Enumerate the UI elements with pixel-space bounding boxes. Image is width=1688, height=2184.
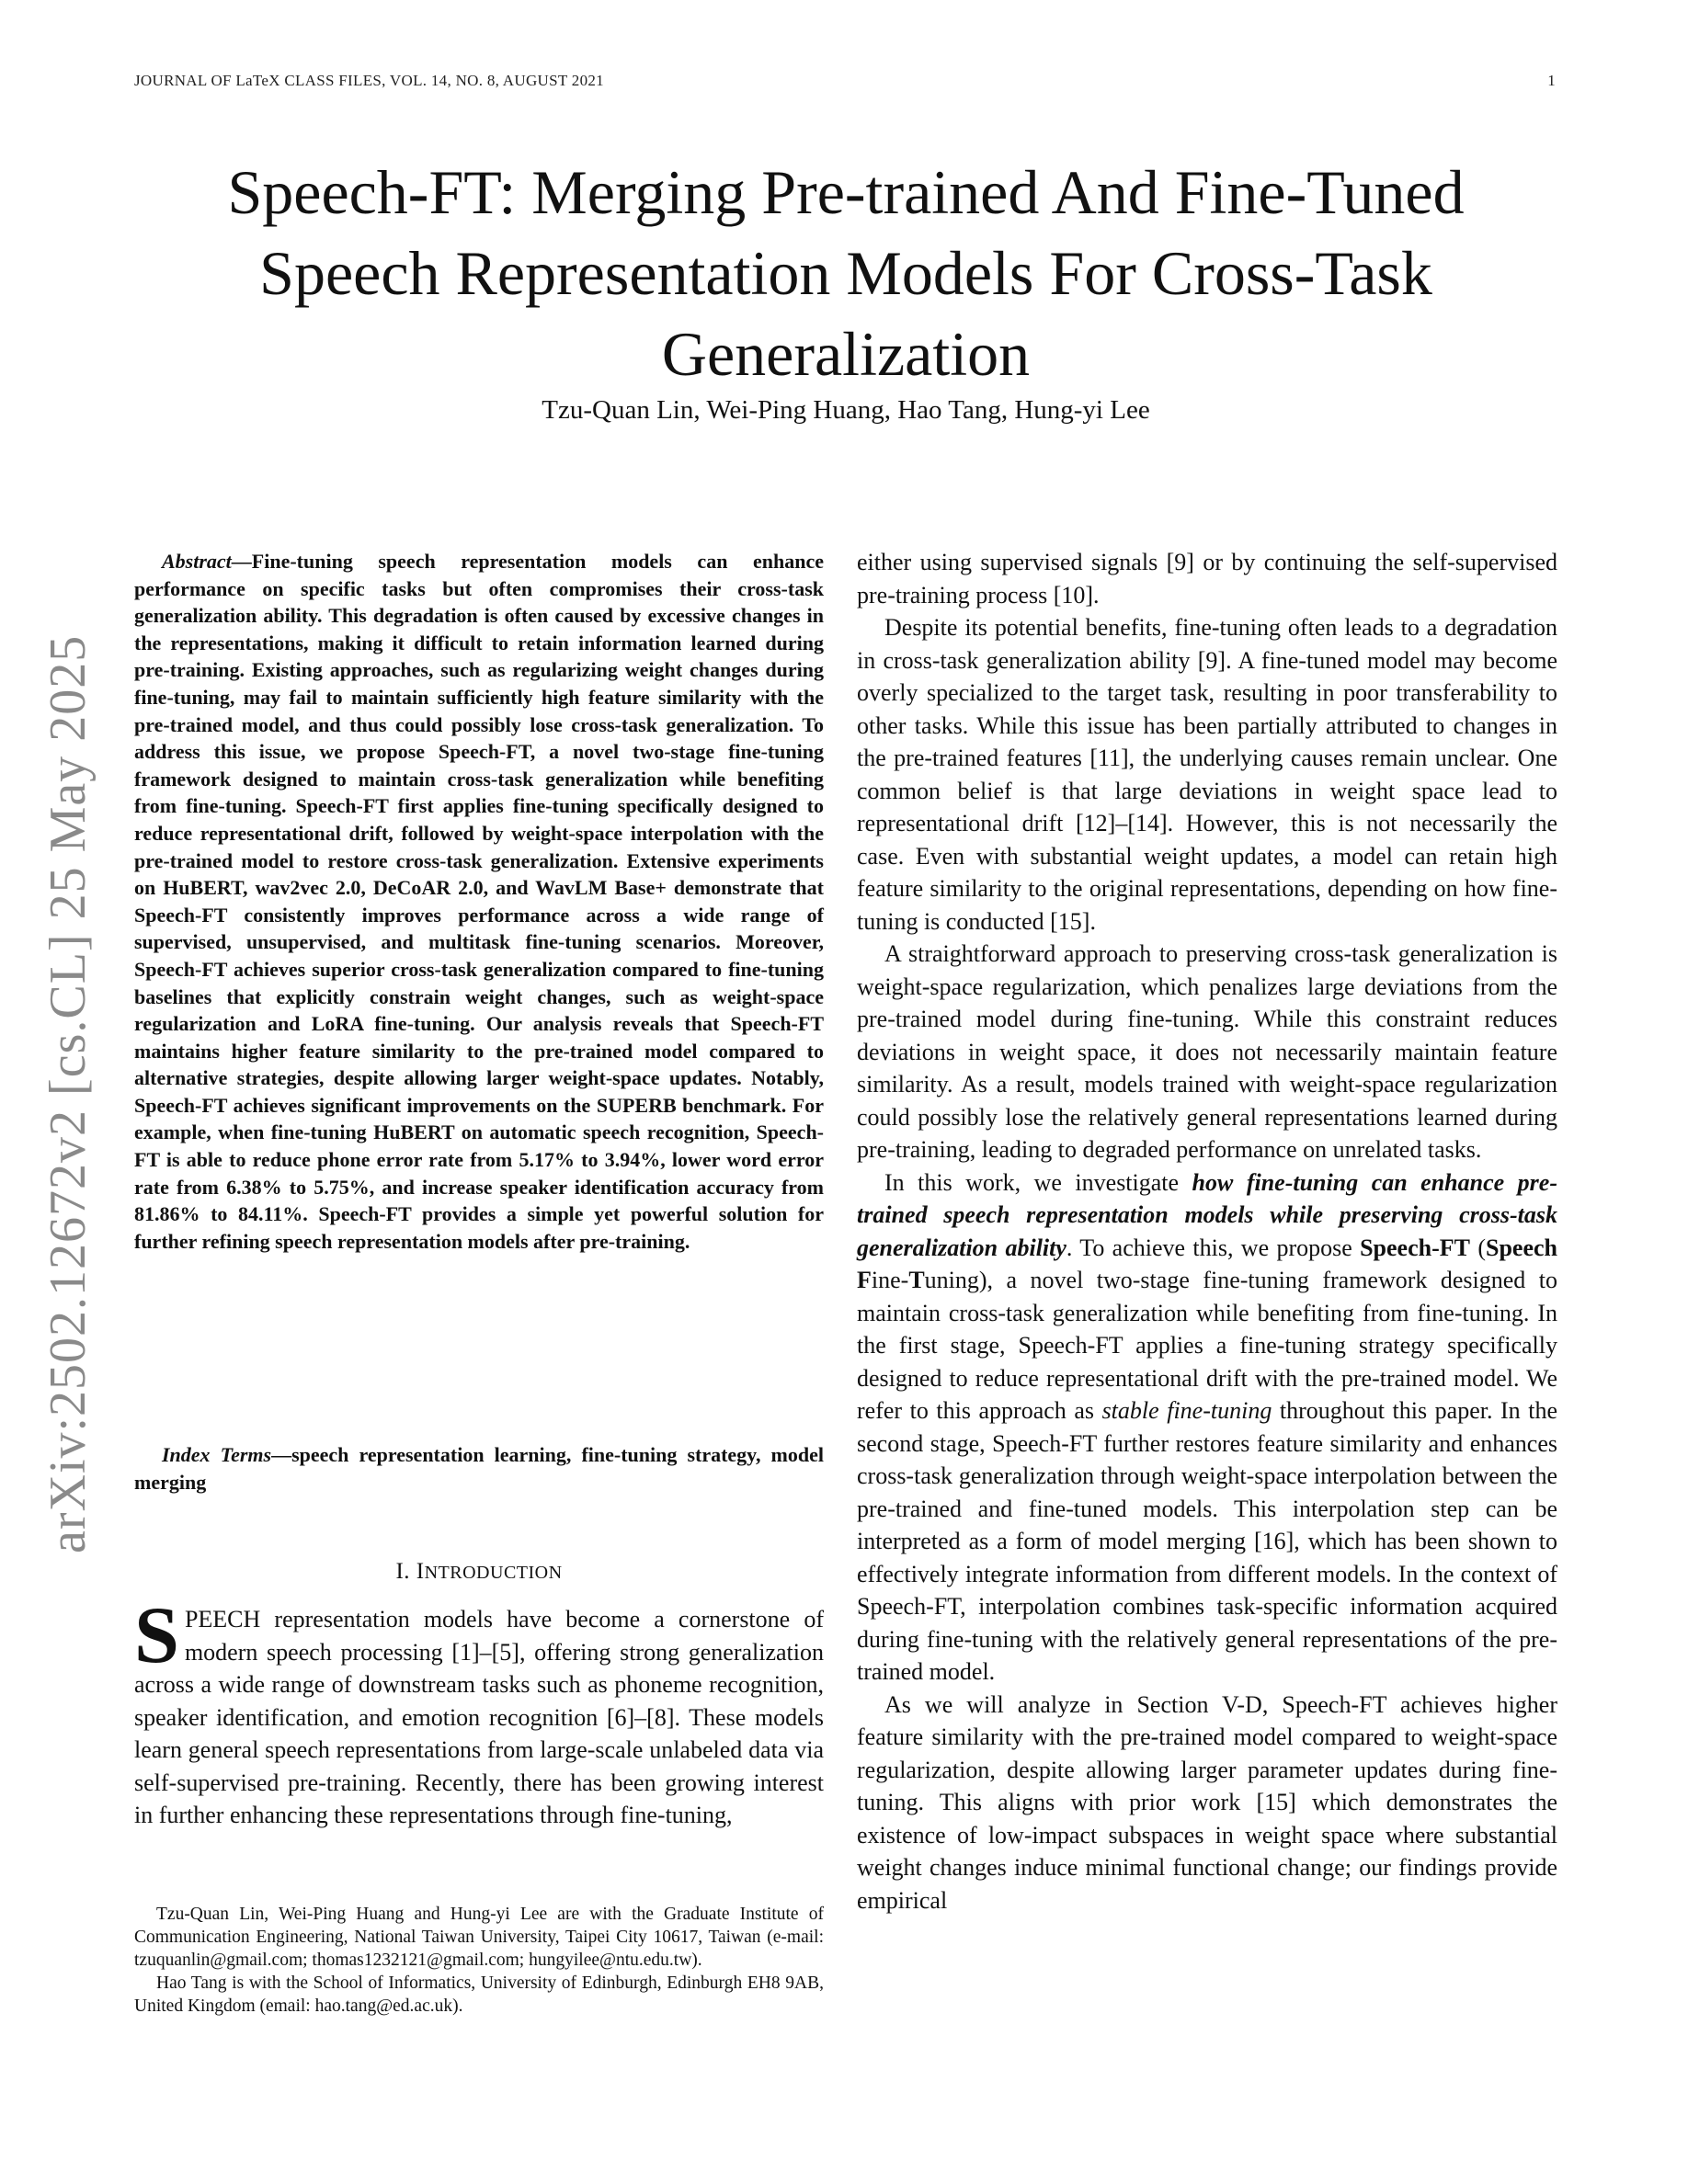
journal-name: JOURNAL OF LaTeX CLASS FILES, VOL. 14, NO. 8, AUGUST 2021 bbox=[134, 72, 604, 89]
abstract-text: —Fine-tuning speech representation models can enhance performance on specific tasks but often compromises their cross-task generalization ability. This degradation is often caused by excessive changes in the representations, making it difficult to retain information learned during pre-training. Existing approaches, such as regularizing weight changes during fine-tuning, may fail to maintain sufficiently high feature similarity with the pre-trained model, and thus could possibly lose cross-task generalization. To address this issue, we propose Speech-FT, a novel two-stage fine-tuning framework designed to maintain cross-task generalization while benefiting from fine-tuning. Speech-FT first applies fine-tuning specifically designed to reduce representational drift, followed by weight-space interpolation with the pre-trained model to restore cross-task generalization. Extensive experiments on HuBERT, wav2vec 2.0, DeCoAR 2.0, and WavLM Base+ demonstrate that Speech-FT consistently improves performance across a wide range of supervised, unsupervised, and multitask fine-tuning scenarios. Moreover, Speech-FT achieves superior cross-task generalization compared to fine-tuning baselines that explicitly constrain weight changes, such as weight-space regularization and LoRA fine-tuning. Our analysis reveals that Speech-FT maintains higher feature similarity to the pre-trained model compared to alternative strategies, despite allowing larger weight-space updates. Notably, Speech-FT achieves significant improvements on the SUPERB benchmark. For example, when fine-tuning HuBERT on automatic speech recognition, Speech-FT is able to reduce phone error rate from 5.17% to 3.94%, lower word error rate from 6.38% to 5.75%, and increase speaker identification accuracy from 81.86% to 84.11%. Speech-FT provides a simple yet powerful solution for further refining speech representation models after pre-training. bbox=[134, 550, 824, 1253]
page-number: 1 bbox=[1547, 72, 1556, 89]
p4-text-m: throughout this paper. In the second stage, Speech-FT further restores feature similarity and enhances cross-task generalization through weight-space interpolation between the pre-trained and fine-tuned models. This interpolation step can be interpreted as a form of model merging [16], which has been shown to effectively integrate information from different models. In the context of Speech-FT, interpolation combines task-specific information acquired during fine-tuning with the relatively general representations of the pre-trained model. bbox=[857, 1397, 1558, 1685]
right-paragraph-2: Despite its potential benefits, fine-tuning often leads to a degradation in cross-task generalization ability [9]. A fine-tuned model may become overly specialized to the target task, resulting in poor transferability to other tasks. While this issue has been partially attributed to changes in the pre-trained features [11], the underlying causes remain unclear. One common belief is that large deviations in weight space lead to representational drift [12]–[14]. However, this is not necessarily the case. Even with substantial weight updates, a model can retain high feature similarity to the original representations, depending on how fine-tuning is conducted [15]. bbox=[857, 614, 1557, 935]
p4-acronym-f: F bbox=[857, 1267, 872, 1293]
running-header bbox=[134, 72, 1556, 90]
right-column bbox=[857, 546, 1557, 1917]
index-terms-text: —speech representation learning, fine-tuning strategy, model merging bbox=[134, 1443, 824, 1494]
intro-text: representation models have become a cornerstone of modern speech processing [1]–[5], offering strong generalization across a wide range of downstream tasks such as phoneme recognition, speaker identification, and emotion recognition [6]–[8]. These models learn general speech representations from large-scale unlabeled data via self-supervised pre-training. Recently, there has been growing interest in further enhancing these representations through fine-tuning, bbox=[134, 1606, 824, 1828]
index-terms bbox=[134, 1441, 824, 1496]
arxiv-identifier[interactable]: arXiv:2502.12672v2 [cs.CL] 25 May 2025 bbox=[40, 634, 97, 1553]
p4-text-k: uning), a novel two-stage fine-tuning framework designed to maintain cross-task generalization while benefiting from fine-tuning. In the first stage, Speech-FT applies a fine-tuning strategy specifically designed to reduce representational drift with the pre-trained model. We refer to this approach as bbox=[857, 1267, 1557, 1424]
section-title-rest: NTRODUCTION bbox=[424, 1563, 563, 1583]
right-paragraph-3: A straightforward approach to preserving cross-task generalization is weight-space regularization, which penalizes large deviations from the pre-trained model during fine-tuning. While this constraint reduces deviations in weight space, it does not necessarily maintain feature similarity. As a result, models trained with weight-space regularization could possibly lose the relatively general representations learned during pre-training, leading to degraded performance on unrelated tasks. bbox=[857, 940, 1557, 1163]
p4-stable-fine-tuning: stable fine-tuning bbox=[1101, 1397, 1272, 1424]
abstract bbox=[134, 548, 824, 1255]
paper-title: Speech-FT: Merging Pre-trained And Fine-Tuned Speech Representation Models For Cross-Task Generalization bbox=[227, 157, 1465, 389]
intro-paragraph-1 bbox=[134, 1591, 824, 1832]
author-footnote bbox=[134, 1903, 824, 2018]
index-terms-label: Index Terms bbox=[162, 1443, 272, 1466]
section-title-first-letter: I bbox=[416, 1559, 425, 1584]
abstract-label: Abstract bbox=[162, 550, 232, 573]
right-paragraph-1: either using supervised signals [9] or by continuing the self-supervised pre-training process [10]. bbox=[857, 549, 1557, 609]
p4-emphasis-question: how fine-tuning can enhance pre-trained speech representation models while preserving cross-task generalization ability bbox=[857, 1168, 1557, 1261]
intro-first-word: PEECH bbox=[184, 1606, 261, 1632]
p4-method-name: Speech-FT bbox=[1360, 1234, 1470, 1261]
drop-cap: S bbox=[134, 1591, 179, 1680]
footnote-affiliation-1: Tzu-Quan Lin, Wei-Ping Huang and Hung-yi Lee are with the Graduate Institute of Communication Engineering, National Taiwan University, Taipei City 10617, Taiwan (e-mail: tzuquanlin@gmail.com; thomas1232121@gmail.com; hungyilee@ntu.edu.tw). bbox=[134, 1905, 824, 1970]
p4-acronym-t: T bbox=[908, 1267, 925, 1293]
p4-text-i: ine- bbox=[871, 1267, 909, 1293]
footnote-affiliation-2: Hao Tang is with the School of Informatics, University of Edinburgh, Edinburgh EH8 9AB, United Kingdom (email: hao.tang@ed.ac.uk). bbox=[134, 1974, 824, 2016]
p4-text-a: In this work, we investigate bbox=[884, 1168, 1192, 1196]
section-heading-introduction bbox=[134, 1559, 824, 1585]
section-number: I. bbox=[395, 1559, 411, 1584]
author-list: Tzu-Quan Lin, Wei-Ping Huang, Hao Tang, Hung-yi Lee bbox=[542, 395, 1150, 425]
right-paragraph-5: As we will analyze in Section V-D, Speech-FT achieves higher feature similarity with the pre-trained model compared to weight-space regularization, despite allowing larger parameter updates during fine-tuning. This aligns with prior work [15] which demonstrates the existence of low-impact subspaces in weight space where substantial weight changes induce minimal functional change; our findings provide empirical bbox=[857, 1690, 1557, 1914]
p4-text-c: . To achieve this, we propose bbox=[1066, 1234, 1361, 1261]
p4-acronym-speech: Speech bbox=[1485, 1234, 1557, 1261]
right-paragraph-4 bbox=[857, 1166, 1557, 1689]
p4-text-e: ( bbox=[1469, 1234, 1486, 1261]
